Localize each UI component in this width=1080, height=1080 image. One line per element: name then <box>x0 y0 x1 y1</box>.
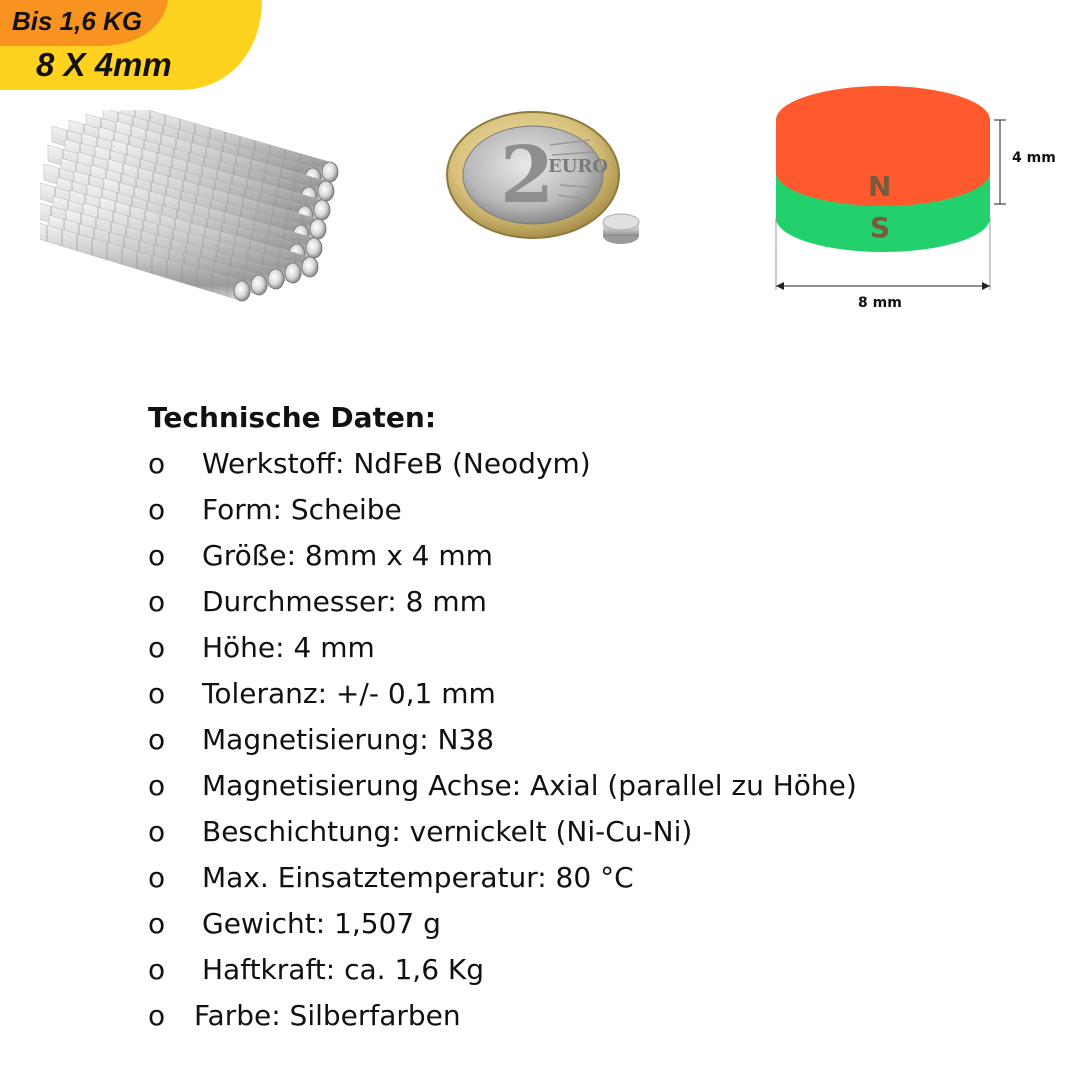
technical-specs <box>148 398 1048 1042</box>
bullet-icon: o <box>148 723 166 756</box>
height-dimension-label: 4 mm <box>1012 150 1056 166</box>
spec-text: Beschichtung: vernickelt (Ni-Cu-Ni) <box>202 815 693 848</box>
spec-item <box>148 950 1048 996</box>
spec-item <box>148 904 1048 950</box>
svg-text:2: 2 <box>500 130 555 221</box>
spec-text: Größe: 8mm x 4 mm <box>202 539 493 572</box>
spec-text: Werkstoff: NdFeB (Neodym) <box>202 447 591 480</box>
specs-title: Technische Daten: <box>148 401 437 434</box>
spec-item <box>148 812 1048 858</box>
spec-text: Magnetisierung Achse: Axial (parallel zu Höhe) <box>202 769 857 802</box>
spec-text: Höhe: 4 mm <box>202 631 375 664</box>
spec-item <box>148 582 1048 628</box>
spec-text: Haftkraft: ca. 1,6 Kg <box>202 953 485 986</box>
bullet-icon: o <box>148 953 166 986</box>
bullet-icon: o <box>148 907 166 940</box>
size-badge <box>0 0 270 95</box>
bullet-icon: o <box>148 539 166 572</box>
coin-with-magnet-image <box>440 100 640 270</box>
south-pole-label: S <box>870 211 891 244</box>
badge-weight-text: Bis 1,6 KG <box>12 6 143 36</box>
bullet-icon: o <box>148 769 166 802</box>
spec-text: Form: Scheibe <box>202 493 402 526</box>
spec-text: Magnetisierung: N38 <box>202 723 495 756</box>
bullet-icon: o <box>148 585 166 618</box>
spec-item <box>148 996 1048 1042</box>
bullet-icon: o <box>148 447 166 480</box>
spec-item <box>148 628 1048 674</box>
spec-item <box>148 536 1048 582</box>
bullet-icon: o <box>148 815 166 848</box>
diameter-dimension-label: 8 mm <box>858 295 902 311</box>
bullet-icon: o <box>148 493 166 526</box>
spec-text: Gewicht: 1,507 g <box>202 907 441 940</box>
spec-item <box>148 674 1048 720</box>
spec-item <box>148 720 1048 766</box>
magnet-stack-image <box>40 110 340 310</box>
spec-item <box>148 490 1048 536</box>
svg-text:EURO: EURO <box>548 156 609 177</box>
spec-item <box>148 858 1048 904</box>
spec-item <box>148 444 1048 490</box>
spec-text: Durchmesser: 8 mm <box>202 585 487 618</box>
spec-text: Toleranz: +/- 0,1 mm <box>202 677 496 710</box>
bullet-icon: o <box>148 677 166 710</box>
magnet-dimension-diagram <box>760 80 1070 320</box>
bullet-icon: o <box>148 631 166 664</box>
spec-text: Farbe: Silberfarben <box>194 999 461 1032</box>
north-pole-label: N <box>868 170 892 203</box>
spec-item <box>148 766 1048 812</box>
badge-size-text: 8 X 4mm <box>36 46 172 83</box>
spec-text: Max. Einsatztemperatur: 80 °C <box>202 861 634 894</box>
bullet-icon: o <box>148 861 166 894</box>
bullet-icon: o <box>148 999 166 1032</box>
spec-list <box>148 444 1048 1042</box>
